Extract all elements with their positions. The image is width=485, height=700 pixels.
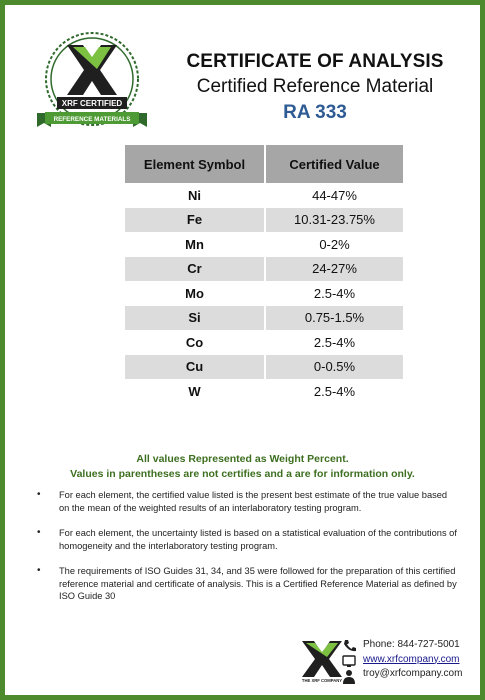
element-symbol: W (125, 379, 265, 404)
logo-ribbon-text: REFERENCE MATERIALS (53, 116, 131, 123)
phone-number: Phone: 844-727-5001 (363, 639, 460, 650)
element-symbol: Si (125, 306, 265, 331)
footer-logo-caption: THE XRF COMPANY (301, 678, 343, 683)
table-header-row (125, 145, 403, 183)
certified-value: 44-47% (265, 183, 403, 208)
table-row (125, 281, 403, 306)
certificate-title: CERTIFICATE OF ANALYSIS (186, 51, 444, 72)
certification-statements (37, 489, 457, 616)
table-row (125, 183, 403, 208)
column-header-element-symbol: Element Symbol (125, 145, 265, 183)
table-row (125, 379, 403, 404)
certified-value: 24-27% (265, 257, 403, 282)
table-row (125, 232, 403, 257)
element-symbol: Cu (125, 355, 265, 380)
element-symbol: Cr (125, 257, 265, 282)
person-icon (343, 670, 355, 684)
logo-badge-text: XRF CERTIFIED (61, 99, 123, 108)
contact-icons (341, 639, 357, 685)
certified-values-table (125, 145, 403, 404)
table-row (125, 330, 403, 355)
table-row (125, 257, 403, 282)
certified-value: 0-0.5% (265, 355, 403, 380)
email-address[interactable]: troy@xrfcompany.com (363, 668, 463, 679)
contact-info (363, 638, 462, 682)
web-icon (343, 656, 355, 667)
certified-value: 2.5-4% (265, 330, 403, 355)
table-row (125, 208, 403, 233)
table-row (125, 355, 403, 380)
certified-value: 0.75-1.5% (265, 306, 403, 331)
certified-value: 0-2% (265, 232, 403, 257)
weight-percent-note (5, 452, 480, 482)
certified-value: 2.5-4% (265, 379, 403, 404)
xrf-certified-logo (33, 25, 151, 137)
material-code: RA 333 (283, 102, 347, 123)
phone-icon (344, 640, 356, 651)
list-item: • For each element, the uncertainty listed is based on a statistical evaluation of the contributions of homogeneity and the interlaboratory testing program. (37, 527, 457, 552)
title-block (155, 51, 475, 124)
element-symbol: Fe (125, 208, 265, 233)
list-item: • The requirements of ISO Guides 31, 34, and 35 were followed for the preparation of this certified reference material and certificate of analysis. This is a Certified Reference Material as defined by ISO Guide 30 (37, 565, 457, 603)
column-header-certified-value: Certified Value (265, 145, 403, 183)
certificate-subtitle: Certified Reference Material (196, 76, 434, 97)
xrf-company-logo (298, 639, 346, 683)
element-symbol: Mn (125, 232, 265, 257)
note-line-2: Values in parentheses are not certifies and a are for information only. (70, 468, 415, 480)
element-symbol: Co (125, 330, 265, 355)
website-link[interactable]: www.xrfcompany.com (363, 653, 460, 665)
note-line-1: All values Represented as Weight Percent. (136, 453, 349, 465)
table-row (125, 306, 403, 331)
element-symbol: Mo (125, 281, 265, 306)
list-item: • For each element, the certified value listed is the present best estimate of the true value based on the mean of the weighted results of an interlaboratory testing program. (37, 489, 457, 514)
certified-value: 2.5-4% (265, 281, 403, 306)
element-symbol: Ni (125, 183, 265, 208)
certified-value: 10.31-23.75% (265, 208, 403, 233)
